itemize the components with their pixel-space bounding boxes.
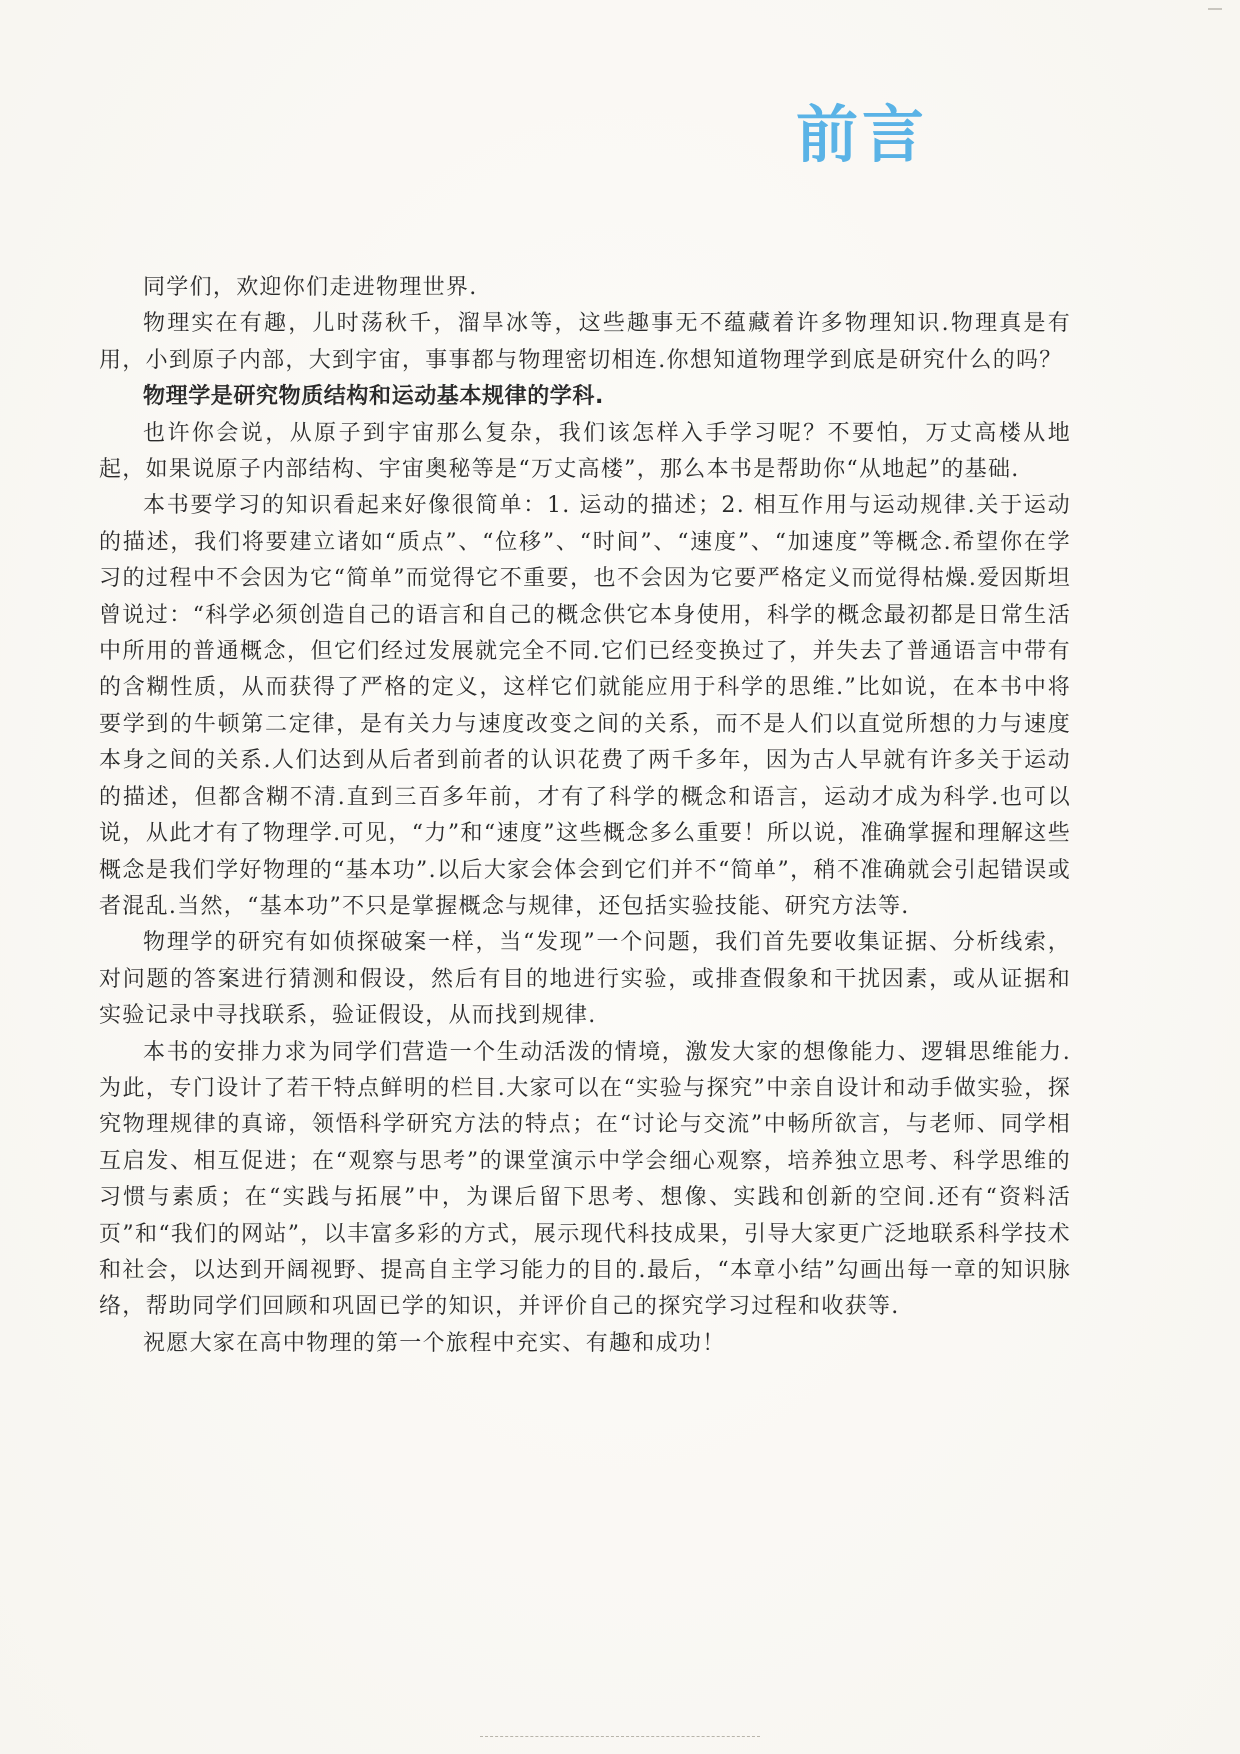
paragraph-wishes: 祝愿大家在高中物理的第一个旅程中充实、有趣和成功！ — [143, 1330, 726, 1356]
page-title: 前言 — [796, 98, 929, 171]
paragraph-book-arrangement: 本书的安排力求为同学们营造一个生动活泼的情境，激发大家的想像能力、逻辑思维能力.为此，专门设计了若干特点鲜明的栏目.大家可以在“实验与探究”中亲自设计和动手做实验，探究物理规律的真谛，领悟科学研究方法的特点；在“讨论与交流”中畅所欲言，与老师、同学相互启发、相互促进；在“观察与思考”的课堂演示中学会细心观察，培养独立思考、科学思维的习惯与素质；在“实践与拓展”中，为课后留下思考、想像、实践和创新的空间.还有“资料活页”和“我们的网站”，以丰富多彩的方式，展示现代科技成果，引导大家更广泛地联系科学技术和社会，以达到开阔视野、提高自主学习能力的目的.最后，“本章小结”勾画出每一章的知识脉络，帮助同学们回顾和巩固已学的知识，并评价自己的探究学习过程和收获等. — [99, 1039, 1071, 1320]
paragraph-definition: 物理学是研究物质结构和运动基本规律的学科. — [143, 384, 604, 410]
paragraph-getting-started: 也许你会说，从原子到宇宙那么复杂，我们该怎样入手学习呢？不要怕，万丈高楼从地起，如果说原子内部结构、宇宙奥秘等是“万丈高楼”，那么本书是帮助你“从地起”的基础. — [99, 420, 1071, 483]
paragraph-interest: 物理实在有趣，儿时荡秋千，溜旱冰等，这些趣事无不蕴藏着许多物理知识.物理真是有用，小到原子内部，大到宇宙，事事都与物理密切相连.你想知道物理学到底是研究什么的吗？ — [99, 311, 1071, 373]
paragraph-research-method: 物理学的研究有如侦探破案一样，当“发现”一个问题，我们首先要收集证据、分析线索，对问题的答案进行猜测和假设，然后有目的地进行实验，或排查假象和干扰因素，或从证据和实验记录中寻找联系，验证假设，从而找到规律. — [99, 930, 1071, 1029]
paragraph-book-content: 本书要学习的知识看起来好像很简单：1. 运动的描述；2. 相互作用与运动规律.关于运动的描述，我们将要建立诸如“质点”、“位移”、“时间”、“速度”、“加速度”等概念.希望你在学习的过程中不会因为它“简单”而觉得它不重要，也不会因为它要严格定义而觉得枯燥.爱因斯坦曾说过：“科学必须创造自己的语言和自己的概念供它本身使用，科学的概念最初都是日常生活中所用的普通概念，但它们经过发展就完全不同.它们已经变换过了，并失去了普通语言中带有的含糊性质，从而获得了严格的定义，这样它们就能应用于科学的思维.”比如说，在本书中将要学到的牛顿第二定律，是有关力与速度改变之间的关系，而不是人们以直觉所想的力与速度本身之间的关系.人们达到从后者到前者的认识花费了两千多年，因为古人早就有许多关于运动的描述，但都含糊不清.直到三百多年前，才有了科学的概念和语言，运动才成为科学.也可以说，从此才有了物理学.可见，“力”和“速度”这些概念多么重要！所以说，准确掌握和理解这些概念是我们学好物理的“基本功”.以后大家会体会到它们并不“简单”，稍不准确就会引起错误或者混乱.当然，“基本功”不只是掌握概念与规律，还包括实验技能、研究方法等. — [99, 493, 1071, 919]
preface-body — [99, 270, 1071, 1362]
bottom-divider — [480, 1736, 760, 1737]
paragraph-greeting: 同学们，欢迎你们走进物理世界. — [143, 275, 478, 300]
scan-corner-mark — [1208, 8, 1222, 10]
